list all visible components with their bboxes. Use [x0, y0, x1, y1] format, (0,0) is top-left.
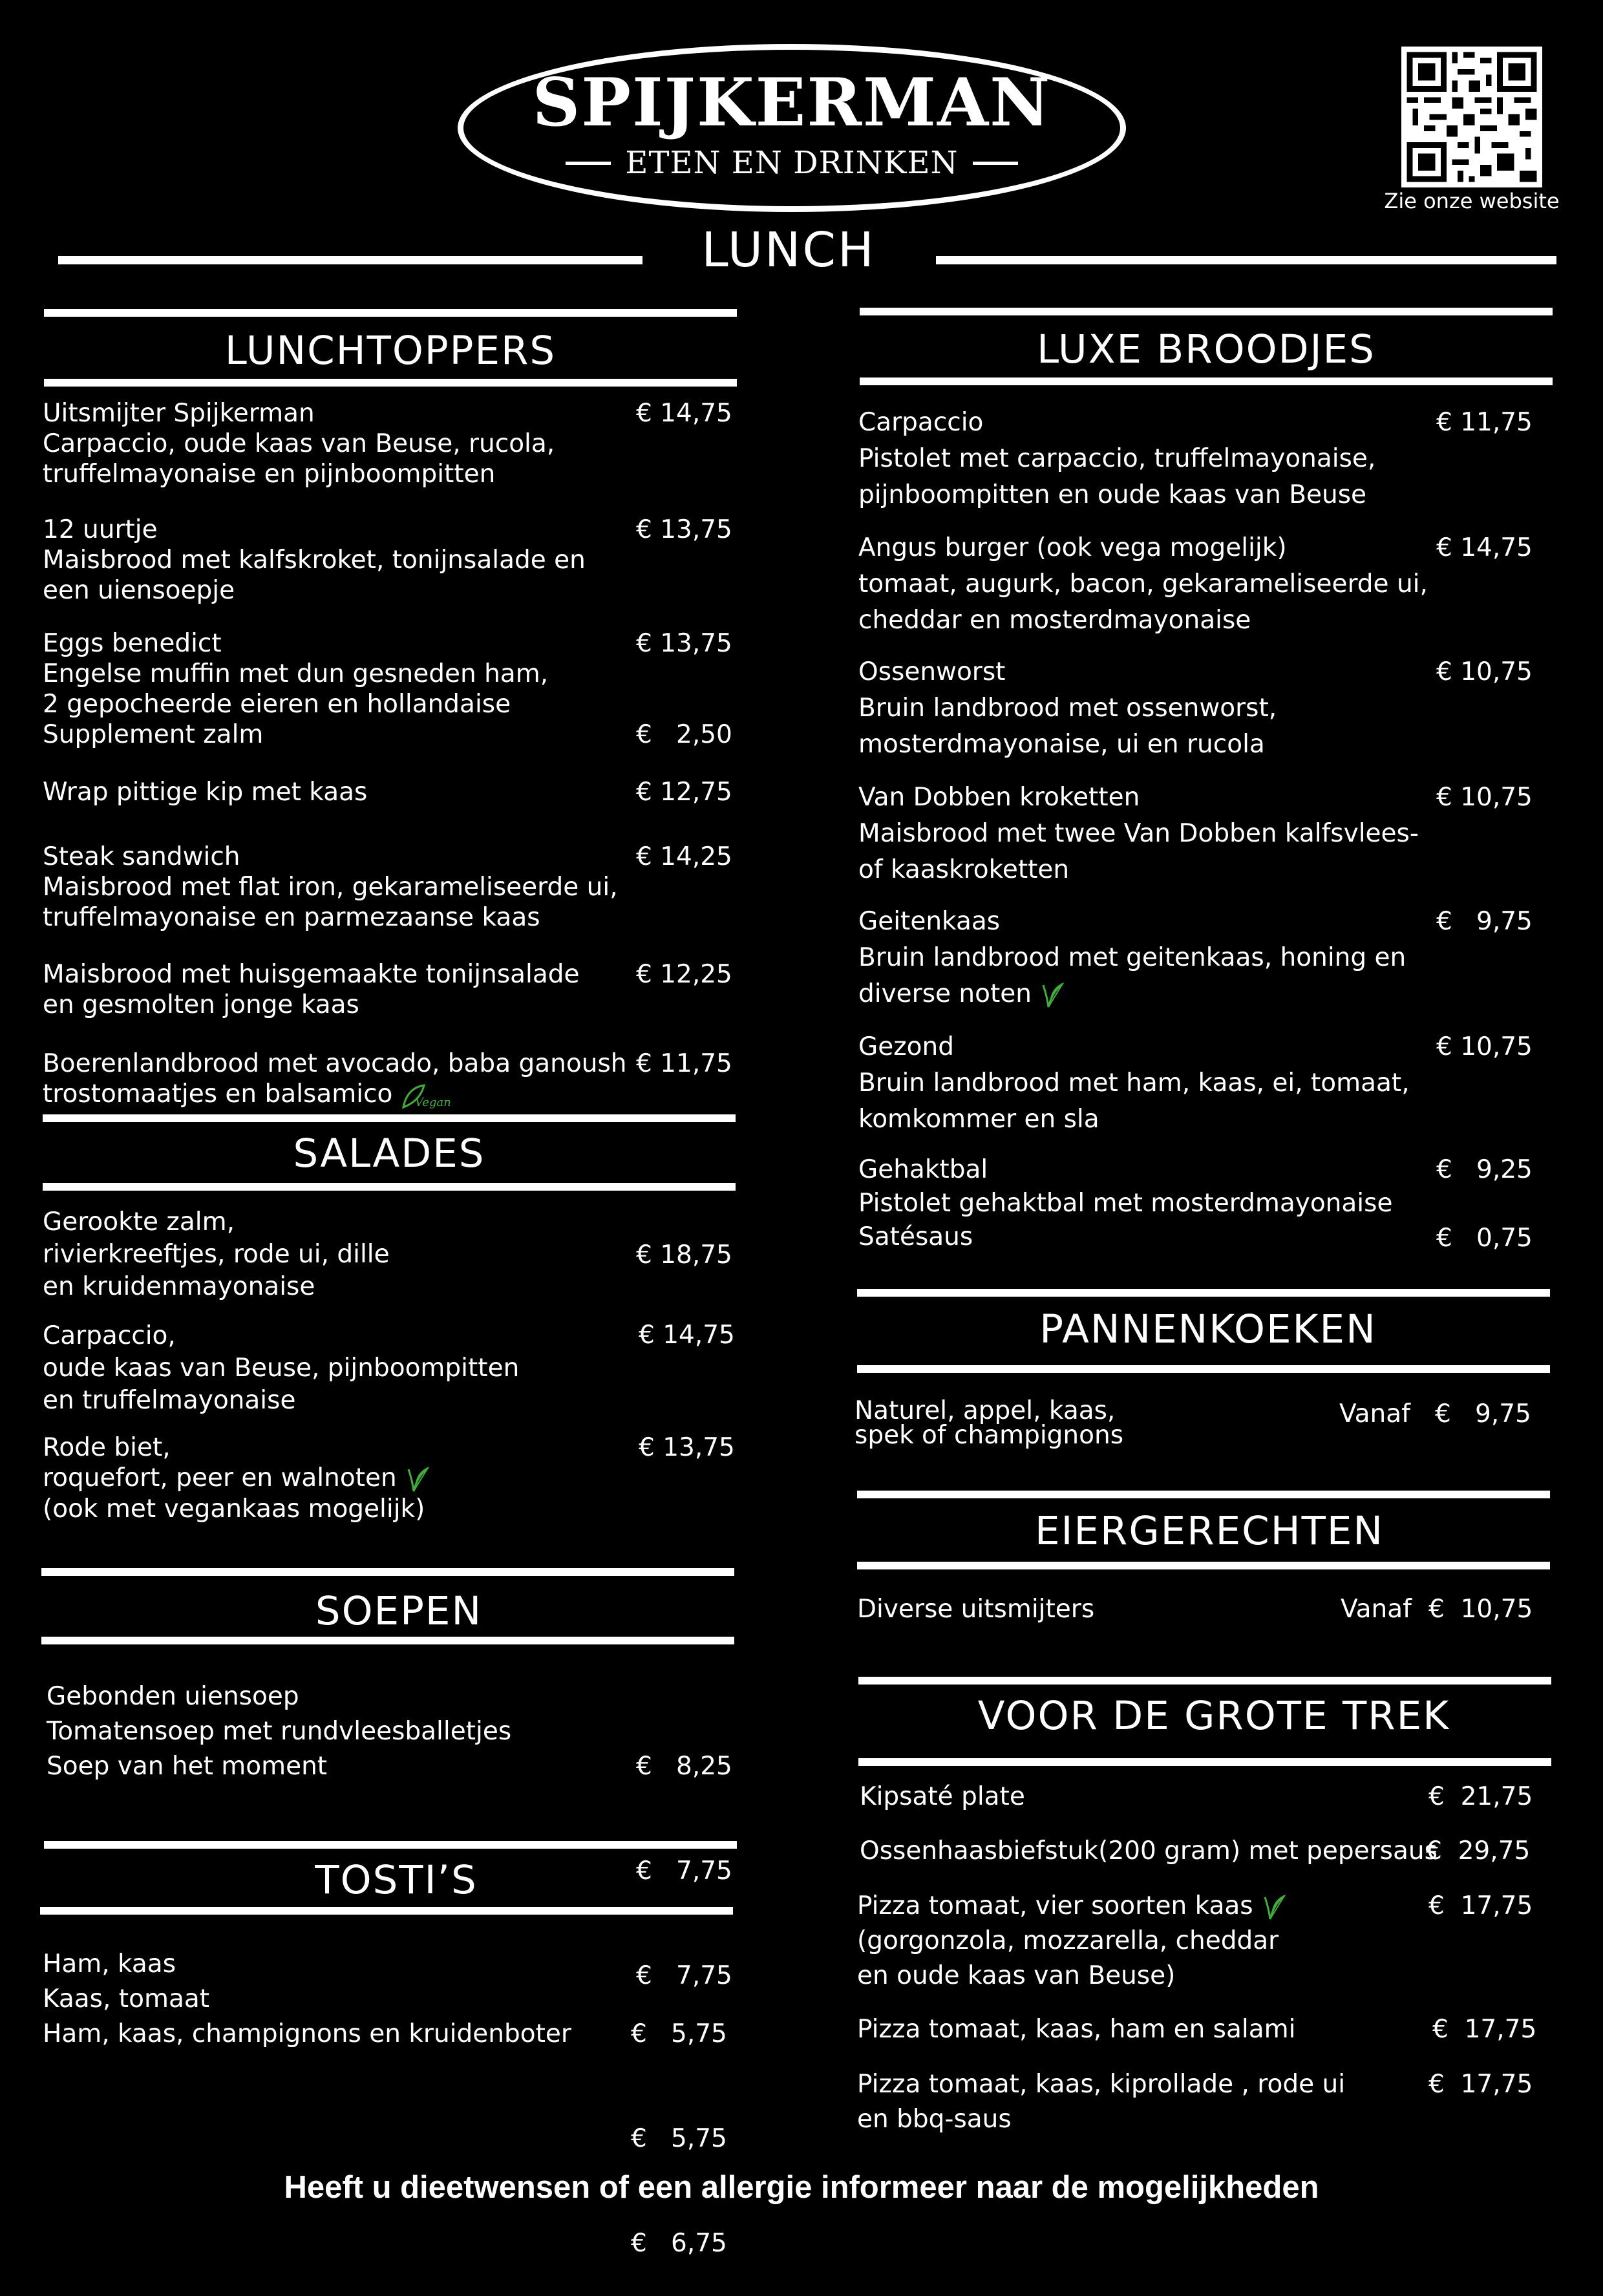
item-description: Bruin landbrood met ham, kaas, ei, tomaat,	[858, 1068, 1410, 1098]
item-description: (gorgonzola, mozzarella, cheddar	[857, 1926, 1279, 1955]
section-rule	[857, 1365, 1550, 1373]
item-description: Bruin landbrood met geitenkaas, honing en	[858, 943, 1407, 972]
item-price: € 10,75	[1436, 783, 1533, 812]
vegetarian-leaf-icon	[1261, 1893, 1287, 1922]
item-description: 2 gepocheerde eieren en hollandaise	[43, 690, 511, 719]
logo-dash-left	[566, 162, 611, 165]
item-description: truffelmayonaise en parmezaanse kaas	[43, 903, 540, 932]
menu-item-gerookte-zalm	[43, 1206, 390, 1303]
item-price: € 13,75	[636, 515, 732, 544]
section-rule	[43, 1114, 736, 1122]
section-rule	[40, 1907, 733, 1915]
item-description: en kruidenmayonaise	[43, 1272, 315, 1301]
section-title-eiergerechten: EIERGERECHTEN	[1034, 1508, 1385, 1554]
section-rule	[44, 379, 737, 387]
item-name: Maisbrood met huisgemaakte tonijnsalade	[43, 960, 580, 989]
item-price: € 11,75	[1436, 408, 1533, 437]
item-price: € 9,75	[1435, 1399, 1531, 1429]
list-item: Tomatensoep met rundvleesballetjes	[47, 1717, 512, 1746]
item-description: roquefort, peer en walnoten	[43, 1463, 397, 1493]
item-description: pijnboompitten en oude kaas van Beuse	[858, 480, 1367, 509]
item-description: Engelse muffin met dun gesneden ham,	[43, 659, 549, 688]
item-name: Gezond	[858, 1032, 955, 1061]
item-description: Pistolet met carpaccio, truffelmayonaise,	[858, 444, 1376, 473]
list-item: Kaas, tomaat	[43, 1984, 210, 2014]
item-name: Uitsmijter Spijkerman	[43, 399, 315, 428]
section-title-tostis: TOSTI’S	[315, 1857, 478, 1903]
item-name: Geitenkaas	[858, 907, 1001, 936]
item-description: of kaaskroketten	[858, 855, 1070, 884]
item-description: oude kaas van Beuse, pijnboompitten	[43, 1354, 520, 1383]
item-price: € 13,75	[639, 1433, 735, 1462]
item-price: € 14,75	[636, 399, 732, 428]
item-price: € 8,25	[636, 1752, 732, 1781]
item-description: Bruin landbrood met ossenworst,	[858, 694, 1277, 723]
menu-item-uitsmijters	[857, 1594, 1094, 1624]
item-description: tomaat, augurk, bacon, gekarameliseerde ui,	[858, 569, 1428, 599]
item-name: Boerenlandbrood met avocado, baba ganoush	[43, 1049, 627, 1078]
menu-item-boerenlandbrood	[43, 1048, 626, 1110]
item-price: € 9,75	[1436, 907, 1533, 936]
item-price: € 14,75	[1436, 533, 1533, 562]
section-rule	[857, 1562, 1550, 1569]
section-rule	[857, 1491, 1550, 1498]
menu-item-pannenkoeken	[855, 1396, 1124, 1450]
item-name: Diverse uitsmijters	[857, 1595, 1095, 1624]
logo-name: SPIJKERMAN	[532, 64, 1052, 142]
item-description: mosterdmayonaise, ui en rucola	[858, 730, 1265, 759]
tostis-list	[43, 1947, 571, 2052]
item-description: en bbq-saus	[857, 2105, 1012, 2134]
item-price: € 0,75	[1436, 1224, 1533, 1253]
item-price: € 11,75	[636, 1049, 732, 1078]
item-description: en oude kaas van Beuse)	[857, 1961, 1176, 1990]
section-rule	[43, 1183, 736, 1191]
item-name: Pizza tomaat, kaas, ham en salami	[857, 2015, 1296, 2044]
section-rule	[858, 1677, 1551, 1685]
item-supplement: Satésaus	[858, 1222, 973, 1251]
item-price: € 17,75	[1432, 2015, 1537, 2044]
menu-item-carpaccio-salade	[43, 1320, 519, 1417]
vegetarian-leaf-icon	[1039, 981, 1065, 1010]
qr-code-icon[interactable]	[1401, 47, 1542, 187]
item-price: € 5,75	[631, 2124, 727, 2153]
menu-item-gehaktbal	[858, 1153, 1392, 1254]
section-rule	[41, 1637, 734, 1644]
soepen-list	[47, 1679, 511, 1784]
list-item: Ham, kaas	[43, 1950, 176, 1979]
menu-item-uitsmijter	[43, 398, 555, 489]
menu-item-carpaccio-broodje	[858, 405, 1375, 513]
item-name: Kipsaté plate	[860, 1782, 1025, 1811]
qr-caption: Zie onze website	[1384, 189, 1560, 213]
item-description: cheddar en mosterdmayonaise	[858, 606, 1251, 635]
item-description: en truffelmayonaise	[43, 1386, 296, 1415]
lunch-rule-left	[58, 256, 642, 264]
item-name: Naturel, appel, kaas,	[855, 1396, 1116, 1425]
menu-item-van-dobben	[858, 780, 1419, 888]
menu-item-ossenworst	[858, 654, 1277, 763]
item-description: Maisbrood met kalfskroket, tonijnsalade en	[43, 546, 586, 575]
item-price: € 9,25	[1436, 1155, 1533, 1184]
list-item: Soep van het moment	[47, 1752, 328, 1781]
item-price: € 10,75	[1436, 1032, 1533, 1061]
item-price: € 17,75	[1428, 2070, 1533, 2099]
logo-subtitle-row	[458, 145, 1126, 181]
item-price: € 5,75	[631, 2019, 727, 2048]
vegan-leaf-icon	[401, 1081, 452, 1110]
menu-item-pizza-kiprollade	[857, 2067, 1345, 2137]
item-description: Maisbrood met flat iron, gekarameliseerde ui,	[43, 873, 618, 902]
vegan-label: Vegan	[414, 1095, 451, 1109]
item-description: Maisbrood met twee Van Dobben kalfsvlees-	[858, 819, 1419, 848]
section-title-salades: SALADES	[293, 1131, 485, 1176]
menu-item-geitenkaas	[858, 904, 1406, 1012]
menu-item-rode-biet	[43, 1432, 430, 1524]
item-description: Carpaccio, oude kaas van Beuse, rucola,	[43, 429, 555, 458]
tostis-prices	[631, 1947, 727, 2296]
item-name: Rode biet,	[43, 1433, 171, 1462]
item-name: Van Dobben kroketten	[858, 783, 1140, 812]
item-price: € 6,75	[631, 2229, 727, 2258]
item-description: trostomaatjes en balsamico	[43, 1079, 393, 1109]
item-name: Ossenhaasbiefstuk(200 gram) met pepersaus	[860, 1836, 1438, 1865]
logo-subtitle: ETEN EN DRINKEN	[625, 145, 959, 181]
item-name: Pizza tomaat, vier soorten kaas	[857, 1891, 1253, 1920]
allergy-notice: Heeft u dieetwensen of een allergie informeer naar de mogelijkheden	[284, 2170, 1319, 2205]
section-rule	[41, 1568, 734, 1576]
section-title-soepen: SOEPEN	[315, 1588, 483, 1634]
item-name: Wrap pittige kip met kaas	[43, 778, 368, 807]
item-name: Pizza tomaat, kaas, kiprollade , rode ui	[857, 2070, 1346, 2099]
item-price: € 12,25	[636, 960, 732, 989]
item-name: Gehaktbal	[858, 1155, 988, 1184]
item-description: en gesmolten jonge kaas	[43, 990, 359, 1019]
section-rule	[858, 1758, 1551, 1766]
item-name: Ossenworst	[858, 657, 1006, 686]
price-prefix: Vanaf	[1339, 1399, 1410, 1429]
menu-item-wrap	[43, 777, 367, 807]
item-price: € 29,75	[1426, 1836, 1531, 1865]
item-description: een uiensoepje	[43, 576, 235, 605]
item-price: € 18,75	[636, 1240, 732, 1270]
section-title-pannenkoeken: PANNENKOEKEN	[1039, 1306, 1377, 1352]
menu-item-pizza-ham-salami	[857, 2014, 1295, 2045]
list-item: Ham, kaas, champignons en kruidenboter	[43, 2019, 571, 2048]
item-description: rivierkreeftjes, rode ui, dille	[43, 1240, 390, 1269]
item-price: € 12,75	[636, 778, 732, 807]
section-rule	[857, 1289, 1550, 1297]
section-rule	[860, 308, 1553, 315]
section-title-luxe-broodjes: LUXE BROODJES	[1037, 326, 1375, 372]
menu-title: LUNCH	[701, 222, 876, 278]
menu-item-kipsate	[860, 1781, 1025, 1812]
item-name: Carpaccio	[858, 408, 984, 437]
item-description: komkommer en sla	[858, 1105, 1099, 1134]
item-price: € 21,75	[1428, 1782, 1533, 1811]
section-title-grote-trek: VOOR DE GROTE TREK	[977, 1693, 1450, 1739]
menu-item-steak-sandwich	[43, 842, 618, 933]
item-description: diverse noten	[858, 979, 1032, 1008]
item-price: € 14,25	[636, 842, 732, 871]
menu-item-gezond	[858, 1029, 1410, 1138]
item-name: 12 uurtje	[43, 515, 158, 544]
menu-item-pizza-vier-kazen	[857, 1889, 1287, 1993]
price-prefix: Vanaf	[1341, 1595, 1412, 1624]
item-description: (ook met vegankaas mogelijk)	[43, 1494, 425, 1524]
item-name: Angus burger (ook vega mogelijk)	[858, 533, 1287, 562]
item-price: € 14,75	[639, 1321, 735, 1350]
item-description: truffelmayonaise en pijnboompitten	[43, 460, 496, 489]
menu-item-12-uurtje	[43, 515, 586, 606]
menu-item-angus-burger	[858, 530, 1428, 639]
item-price: € 10,75	[1436, 657, 1533, 686]
item-description: Pistolet gehaktbal met mosterdmayonaise	[858, 1189, 1393, 1218]
list-item: Gebonden uiensoep	[47, 1682, 299, 1711]
item-price: € 2,50	[636, 720, 732, 749]
item-name: Gerookte zalm,	[43, 1207, 235, 1237]
logo-dash-right	[973, 162, 1018, 165]
menu-item-eggs-benedict	[43, 628, 548, 750]
menu-item-ossenhaasbiefstuk	[860, 1836, 1438, 1866]
item-name: Carpaccio,	[43, 1321, 176, 1350]
item-supplement: Supplement zalm	[43, 720, 264, 749]
lunch-rule-right	[936, 256, 1556, 264]
item-name: Eggs benedict	[43, 629, 222, 658]
section-rule	[860, 377, 1553, 385]
item-price: € 7,75	[636, 1961, 732, 1990]
item-price: € 10,75	[1428, 1595, 1533, 1624]
section-rule	[44, 309, 737, 317]
item-name: Steak sandwich	[43, 842, 240, 871]
menu-item-tonijnsalade	[43, 959, 580, 1020]
section-rule	[44, 1841, 737, 1849]
section-title-lunchtoppers: LUNCHTOPPERS	[224, 328, 557, 374]
vegetarian-leaf-icon	[405, 1465, 430, 1494]
item-price: € 7,75	[636, 1856, 732, 1886]
item-description: spek of champignons	[855, 1421, 1124, 1450]
item-price: € 13,75	[636, 629, 732, 658]
item-price: € 17,75	[1428, 1891, 1533, 1920]
